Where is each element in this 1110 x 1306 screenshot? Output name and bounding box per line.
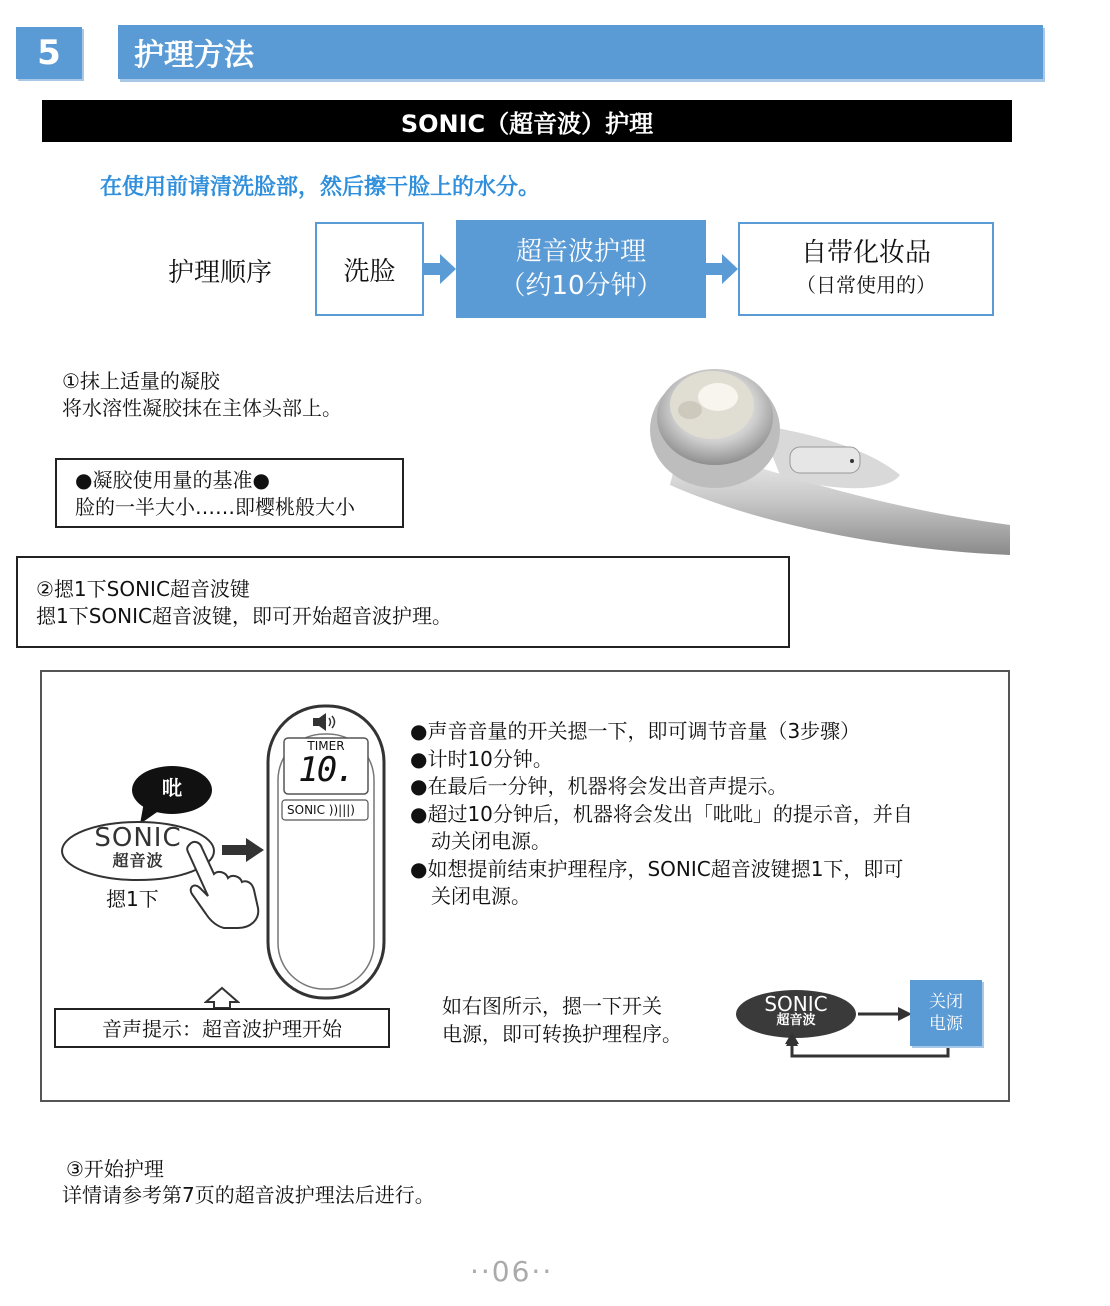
step2-title: ②摁1下SONIC超音波键 (36, 577, 250, 601)
step1-body: 将水溶性凝胶抹在主体头部上。 (62, 396, 342, 420)
bullet-item: ●声音音量的开关摁一下，即可调节音量（3步骤） (410, 719, 861, 743)
step2-box (16, 556, 790, 648)
switch-sonic-sub: 超音波 (776, 1013, 816, 1028)
bullet-item: ●如想提前结束护理程序，SONIC超音波键摁1下，即可 关闭电源。 (410, 856, 904, 908)
feature-bullet-list (410, 718, 990, 911)
flow-step-label: 洗脸 (343, 256, 396, 287)
gel-guide-title: ●凝胶使用量的基准● (75, 468, 270, 492)
flow-step-sub: （约10分钟） (499, 271, 663, 301)
step2-body: 摁1下SONIC超音波键，即可开始超音波护理。 (36, 604, 452, 628)
device-photo (640, 355, 1010, 555)
step1-title: ①抹上适量的凝胶 (62, 369, 220, 393)
gel-guide-box (55, 458, 404, 528)
notice-text: 在使用前请清洗脸部，然后擦干脸上的水分。 (100, 175, 541, 200)
sound-hint-box (54, 1008, 390, 1048)
flow-step-label: 自带化妆品 (800, 238, 931, 268)
sonic-button-sub: 超音波 (112, 851, 164, 870)
subsection-title: SONIC（超音波）护理 (42, 100, 1012, 142)
timer-value: 10. (298, 750, 354, 790)
bullet-item: ●在最后一分钟，机器将会发出音声提示。 (410, 774, 788, 798)
speaker-icon (312, 712, 340, 732)
timer-label: TIMER (307, 739, 345, 753)
step3-body: 详情请参考第7页的超音波护理法后进行。 (62, 1183, 435, 1207)
switch-sonic-button[interactable] (736, 994, 856, 1028)
flow-step-wash (315, 222, 424, 316)
arrow-right-icon (222, 836, 264, 864)
switch-sonic-label: SONIC (764, 992, 828, 1016)
gel-guide-body: 脸的一半大小……即樱桃般大小 (75, 495, 355, 519)
press-once-label: 摁1下 (106, 887, 159, 911)
page-number: ··06·· (470, 1255, 554, 1288)
section-title: 护理方法 (118, 25, 1043, 79)
speech-text: 吡 (162, 776, 182, 800)
bullet-item: ●计时10分钟。 (410, 746, 553, 771)
sonic-button-label: SONIC (94, 823, 182, 853)
flow-step-sub: （日常使用的） (796, 273, 936, 297)
step3-title: ③开始护理 (66, 1157, 164, 1181)
flow-arrow-icon (706, 252, 738, 286)
arrow-up-icon (204, 986, 240, 1010)
section-number: 5 (16, 27, 82, 79)
flow-step-cosmetics (738, 222, 994, 316)
flow-step-label: 超音波护理 (515, 237, 646, 267)
display-sonic-row (284, 803, 367, 817)
bullet-item: ●超过10分钟后，机器将会发出「吡吡」的提示音，并自 动关闭电源。 (410, 801, 913, 853)
switch-instruction: 如右图所示，摁一下开关 电源，即可转换护理程序。 (442, 994, 682, 1046)
sound-waves-icon: ))|||) (324, 803, 355, 817)
display-sonic-label: SONIC (287, 803, 325, 817)
sequence-label: 护理顺序 (168, 258, 273, 288)
flow-step-sonic (456, 220, 706, 318)
sound-hint-text: 音声提示：超音波护理开始 (102, 1017, 342, 1041)
flow-arrow-icon (424, 252, 456, 286)
power-off-box: 关闭 电源 (910, 980, 982, 1046)
